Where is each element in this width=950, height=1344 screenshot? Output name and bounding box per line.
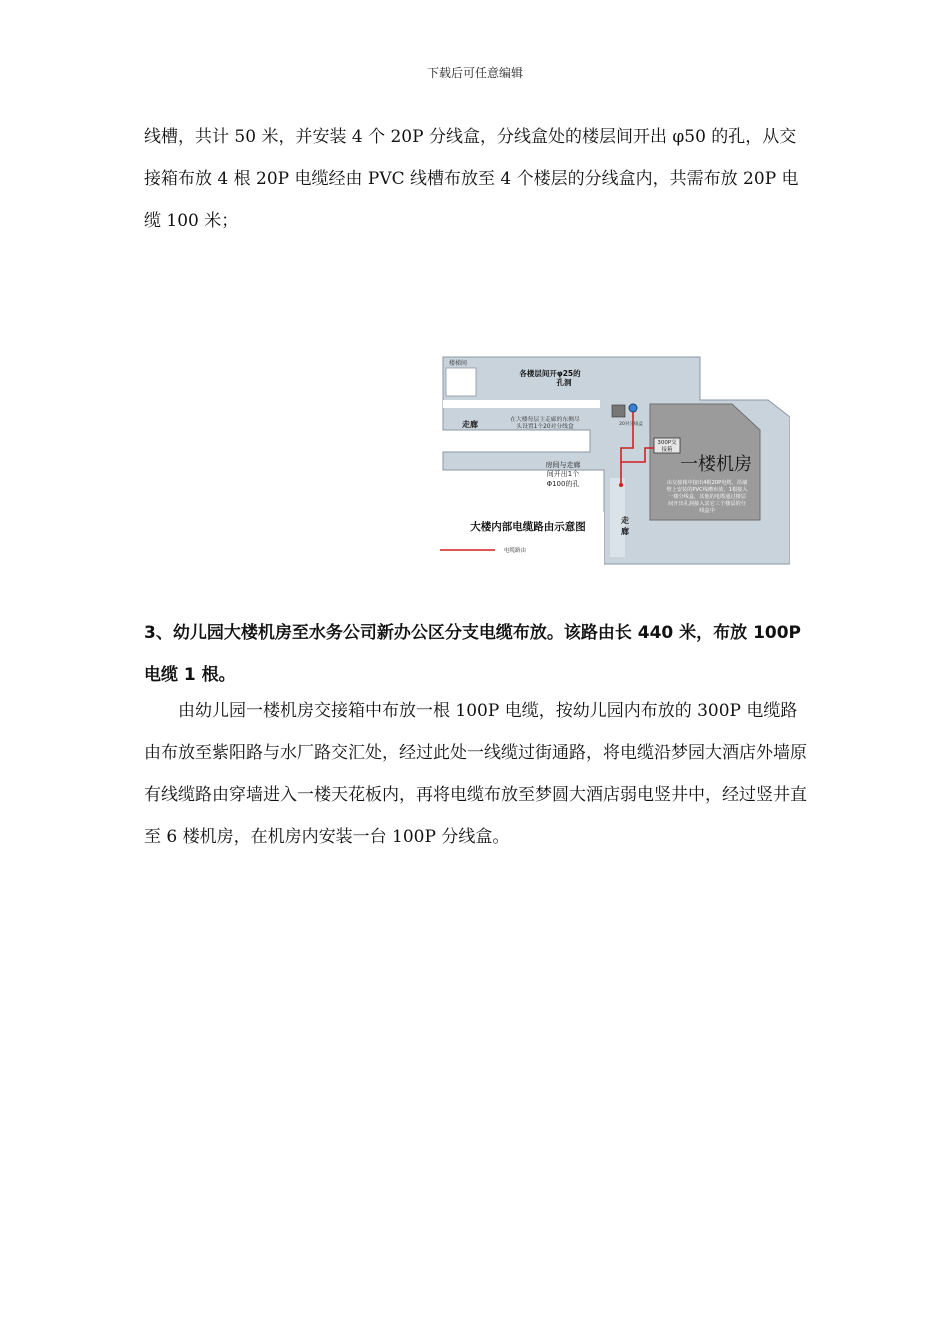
stairwell-box xyxy=(446,368,476,396)
cabinet-label-line1: 300P交 xyxy=(657,440,677,446)
corridor-left-label: 走廊 xyxy=(462,420,478,429)
hole-label-line2: 孔洞 xyxy=(556,378,572,387)
cabinet-label-line2: 接箱 xyxy=(661,447,673,453)
cable-route-diagram xyxy=(440,352,790,567)
wall-hole-line1: 房间与走廊 xyxy=(545,461,581,469)
room-note-line1: 由交接箱中接出4根20P电缆，沿墙 xyxy=(666,480,748,486)
floor-hole-marker xyxy=(629,404,637,412)
room-note-line4: 间开出孔洞接入其它三个楼层的分 xyxy=(668,501,746,507)
section-3-heading: 3、幼儿园大楼机房至水务公司新办公区分支电缆布放。该路由长 440 米，布放 100P 电缆 1 根。 xyxy=(144,623,802,685)
machine-room-label: 一楼机房 xyxy=(680,454,752,475)
room-note-line2: 壁上安装的PVC线槽布放，1根接入 xyxy=(666,487,748,493)
box-note-line1: 在大楼每层主走廊的东侧尽 xyxy=(510,417,580,423)
cable-route-figure xyxy=(440,352,790,567)
figure-title: 大楼内部电缆路由示意图 xyxy=(470,521,586,533)
box-small-label: 20对分线盒 xyxy=(619,422,643,427)
box-note-line2: 头设置1个20对分线盒 xyxy=(516,424,574,430)
page-header: 下载后可任意编辑 xyxy=(426,66,523,80)
corridor-right-char1: 走 xyxy=(621,516,629,525)
hole-label-line1: 各楼层间开φ25的 xyxy=(519,369,581,378)
stairwell-label: 楼梯间 xyxy=(449,360,468,367)
inner-wall xyxy=(443,400,600,408)
wall-hole-line3: Φ100的孔 xyxy=(546,480,580,488)
room-note-line5: 线盒中 xyxy=(699,508,715,514)
room-note-line3: 一楼分线盒，其他的电缆通过楼层 xyxy=(668,494,746,500)
wall-hole-line2: 间开出1个 xyxy=(546,470,580,478)
legend-label: 电缆路由 xyxy=(504,548,527,554)
distribution-box xyxy=(612,405,625,417)
paragraph-cable-trunking: 线槽，共计 50 米，并安装 4 个 20P 分线盒，分线盒处的楼层间开出 φ50 的孔，从交接箱布放 4 根 20P 电缆经由 PVC 线槽布放至 4 个楼层的分线盒内，共需布放 20P 电缆 100 米； xyxy=(144,127,799,231)
corridor-right-char2: 廊 xyxy=(621,527,629,536)
paragraph-route-description: 由幼儿园一楼机房交接箱中布放一根 100P 电缆，按幼儿园内布放的 300P 电缆路由布放至紫阳路与水厂路交汇处，经过此处一线缆过街通路，将电缆沿梦园大酒店外墙原有线缆路由穿墙进入一楼天花板内，再将电缆布放至梦圆大酒店弱电竖井中，经过竖井直至 6 楼机房，在机房内安装一台 100P 分线盒。 xyxy=(144,701,807,847)
